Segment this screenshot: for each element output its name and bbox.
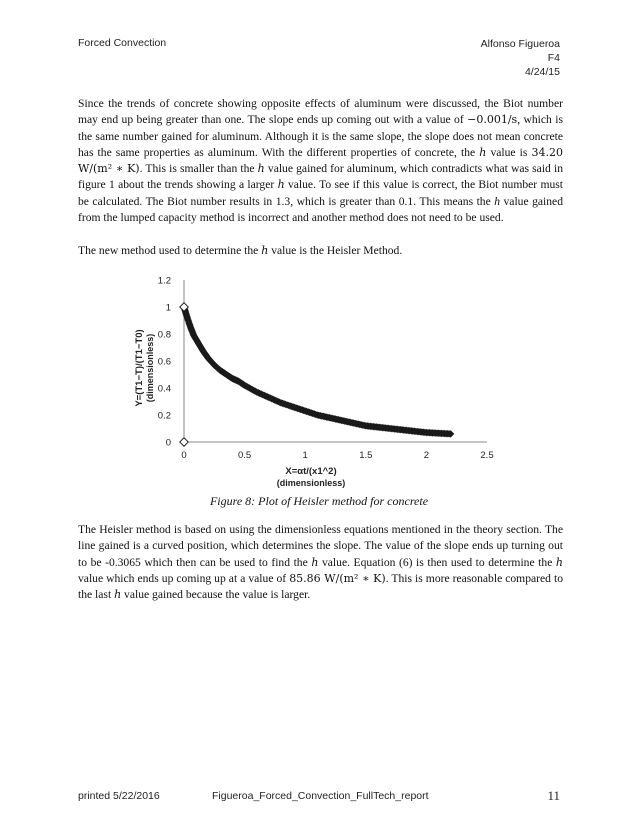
heisler-chart <box>115 268 535 496</box>
p2-text-1: The new method used to determine the <box>78 244 262 257</box>
p1-text-6: value. To see if this value is correct, the Biot number must be calculated. The Biot number results in 1.3, which is greater than 0.1. This means the <box>78 178 564 208</box>
h-symbol: h <box>555 555 563 569</box>
p3-text-1: The Heisler method is based on using the dimensionless equations mentioned in the theory section. The line gained is a curved position, which determines the slope. The value of the slope ends up turning out to be -0.3065 which then can be used to find the <box>78 523 563 569</box>
y-tick-label: 0.6 <box>157 356 171 368</box>
x-tick-labels <box>181 450 493 461</box>
h-value-heisler: 85.86 W/(m² ∗ K) <box>289 571 386 585</box>
x-tick-label: 1 <box>302 450 308 461</box>
heisler-chart-svg <box>115 268 535 496</box>
x-tick-label: 0.5 <box>237 450 252 461</box>
y-tick-label: 0 <box>165 437 171 449</box>
h-symbol: h <box>479 145 487 159</box>
page-number: 11 <box>547 788 560 803</box>
h-symbol: h <box>261 244 269 257</box>
slope-value: −0.001/s <box>467 113 518 127</box>
y-tick-label: 0.8 <box>157 329 171 341</box>
p3-text-3: value which ends up coming up at a value of <box>78 571 290 585</box>
figure-caption: Figure 8: Plot of Heisler method for concrete <box>209 494 429 508</box>
header-author-block <box>481 37 560 79</box>
data-point-origin <box>180 438 188 446</box>
y-axis-label: Y=(T1−T)/(T1−T0) <box>134 329 145 407</box>
p1-text-2: , which is the same number gained for aluminum. Although it is the same slope, the slope does not mean concrete has the same properties as aluminum. With the different properties of concrete, the <box>78 113 563 159</box>
y-tick-label: 0.4 <box>157 383 171 395</box>
header-date: 4/24/15 <box>524 66 560 78</box>
h-symbol: h <box>311 555 319 569</box>
footer-filename: Figueroa_Forced_Convection_FullTech_report <box>212 790 429 802</box>
footer-printed-date: printed 5/22/2016 <box>78 790 160 802</box>
p2-text-2: value is the Heisler Method. <box>268 244 403 257</box>
paragraph-concrete-trends <box>78 96 563 226</box>
header-title: Forced Convection <box>78 37 167 49</box>
p3-text-4: . This is more reasonable compared to the last <box>78 571 563 602</box>
h-symbol: h <box>257 162 265 176</box>
paragraph-heisler-intro <box>78 243 563 259</box>
header-code: F4 <box>547 52 560 64</box>
y-tick-label: 0.2 <box>157 410 171 422</box>
data-points <box>180 303 455 446</box>
h-value-lumped: 34.20 W/(m² ∗ K) <box>78 145 563 176</box>
x-axis-unit: (dimensionless) <box>276 478 346 488</box>
p1-text-4: . This is smaller than the <box>139 162 258 176</box>
paragraph-heisler-result <box>78 522 563 603</box>
x-tick-label: 0 <box>181 450 187 461</box>
h-symbol: h <box>114 588 122 602</box>
p1-text-1: Since the trends of concrete showing opposite effects of aluminum were discussed, the Biot number may end up being greater than one. The slope ends up coming out with a value of <box>78 97 563 127</box>
p3-text-2: value. Equation (6) is then used to determine the <box>318 555 556 569</box>
p1-text-5: value gained for aluminum, which contradicts what was said in figure 1 about the trends showing a larger <box>78 162 563 192</box>
x-tick-label: 2 <box>423 450 430 461</box>
p1-text-3: value is <box>486 145 532 159</box>
p1-text-7: value gained from the lumped capacity method is incorrect and another method does not need to be used. <box>78 194 563 225</box>
y-tick-label: 1 <box>165 302 171 314</box>
h-symbol: h <box>494 194 501 208</box>
x-tick-label: 1.5 <box>359 450 373 461</box>
y-axis-unit: (dimensionless) <box>145 333 155 403</box>
p3-text-5: value gained because the value is larger. <box>121 588 311 602</box>
h-symbol: h <box>277 178 285 192</box>
header-author-name: Alfonso Figueroa <box>480 38 560 50</box>
x-axis-label: X=αt/(x1^2) <box>285 466 337 477</box>
y-tick-labels <box>158 276 171 449</box>
y-tick-label: 1.2 <box>157 275 171 287</box>
x-tick-label: 2.5 <box>480 450 494 461</box>
